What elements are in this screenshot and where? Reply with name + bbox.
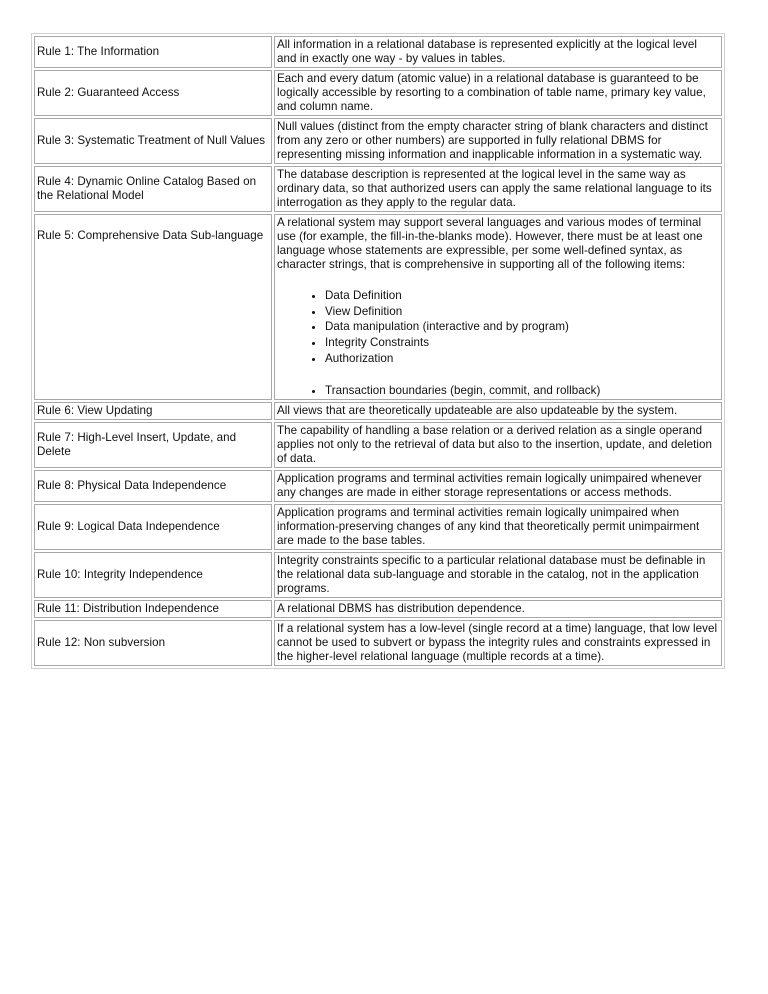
rule-name: Rule 3: Systematic Treatment of Null Values	[34, 118, 272, 164]
table-row	[34, 422, 722, 468]
table-row	[34, 470, 722, 502]
rule-name: Rule 4: Dynamic Online Catalog Based on the Relational Model	[34, 166, 272, 212]
rule-name: Rule 10: Integrity Independence	[34, 552, 272, 598]
rule-description: Integrity constraints specific to a particular relational database must be definable in the relational data sub-language and storable in the catalog, not in the application programs.	[274, 552, 722, 598]
sub-language-items	[277, 288, 719, 398]
list-item: • Integrity Constraints	[325, 335, 719, 351]
table-row	[34, 504, 722, 550]
table-row	[34, 552, 722, 598]
rule-description: Application programs and terminal activities remain logically unimpaired when information-preserving changes of any kind that theoretically permit unimpairment are made to the base tables.	[274, 504, 722, 550]
rule-description: The capability of handling a base relation or a derived relation as a single operand applies not only to the retrieval of data but also to the insertion, update, and deletion of data.	[274, 422, 722, 468]
table-row	[34, 70, 722, 116]
table-row	[34, 118, 722, 164]
list-item: • View Definition	[325, 304, 719, 320]
rule-name: Rule 11: Distribution Independence	[34, 600, 272, 618]
rule-description: All information in a relational database is represented explicitly at the logical level and in exactly one way - by values in tables.	[274, 36, 722, 68]
rule-name: Rule 8: Physical Data Independence	[34, 470, 272, 502]
list-item: • Authorization	[325, 351, 719, 367]
table-row	[34, 214, 722, 400]
table-row	[34, 600, 722, 618]
rule-description: The database description is represented at the logical level in the same way as ordinary data, so that authorized users can apply the same relational language to its interrogation as they apply to the regular data.	[274, 166, 722, 212]
codd-rules-table	[31, 33, 725, 669]
table-row	[34, 620, 722, 666]
rule-name: Rule 7: High-Level Insert, Update, and Delete	[34, 422, 272, 468]
rule-name: Rule 6: View Updating	[34, 402, 272, 420]
rule-name: Rule 5: Comprehensive Data Sub-language	[34, 214, 272, 400]
rule-description-cell	[274, 214, 722, 400]
rule-description: Application programs and terminal activities remain logically unimpaired whenever any changes are made in either storage representations or access methods.	[274, 470, 722, 502]
list-item: • Data Definition	[325, 288, 719, 304]
table-row	[34, 166, 722, 212]
list-item: • Data manipulation (interactive and by program)	[325, 319, 719, 335]
rule-name: Rule 2: Guaranteed Access	[34, 70, 272, 116]
rule-description: Null values (distinct from the empty character string of blank characters and distinct from any zero or other numbers) are supported in fully relational DBMS for representing missing information and inapplicable information in a systematic way.	[274, 118, 722, 164]
rule-description: All views that are theoretically updateable are also updateable by the system.	[274, 402, 722, 420]
rule-description: Each and every datum (atomic value) in a relational database is guaranteed to be logically accessible by resorting to a combination of table name, primary key value, and column name.	[274, 70, 722, 116]
list-item: • Transaction boundaries (begin, commit, and rollback)	[325, 383, 719, 399]
table-row	[34, 402, 722, 420]
rule-name: Rule 12: Non subversion	[34, 620, 272, 666]
rule-description: If a relational system has a low-level (single record at a time) language, that low level cannot be used to subvert or bypass the integrity rules and constraints expressed in the higher-level relational language (multiple records at a time).	[274, 620, 722, 666]
table-row	[34, 36, 722, 68]
rule-name: Rule 1: The Information	[34, 36, 272, 68]
rule-description: A relational DBMS has distribution dependence.	[274, 600, 722, 618]
rule-name: Rule 9: Logical Data Independence	[34, 504, 272, 550]
rule-description: A relational system may support several languages and various modes of terminal use (for example, the fill-in-the-blanks mode). However, there must be at least one language whose statements are expressible, per some well-defined syntax, as character strings, that is comprehensive in supporting all of the following items:	[277, 216, 703, 271]
